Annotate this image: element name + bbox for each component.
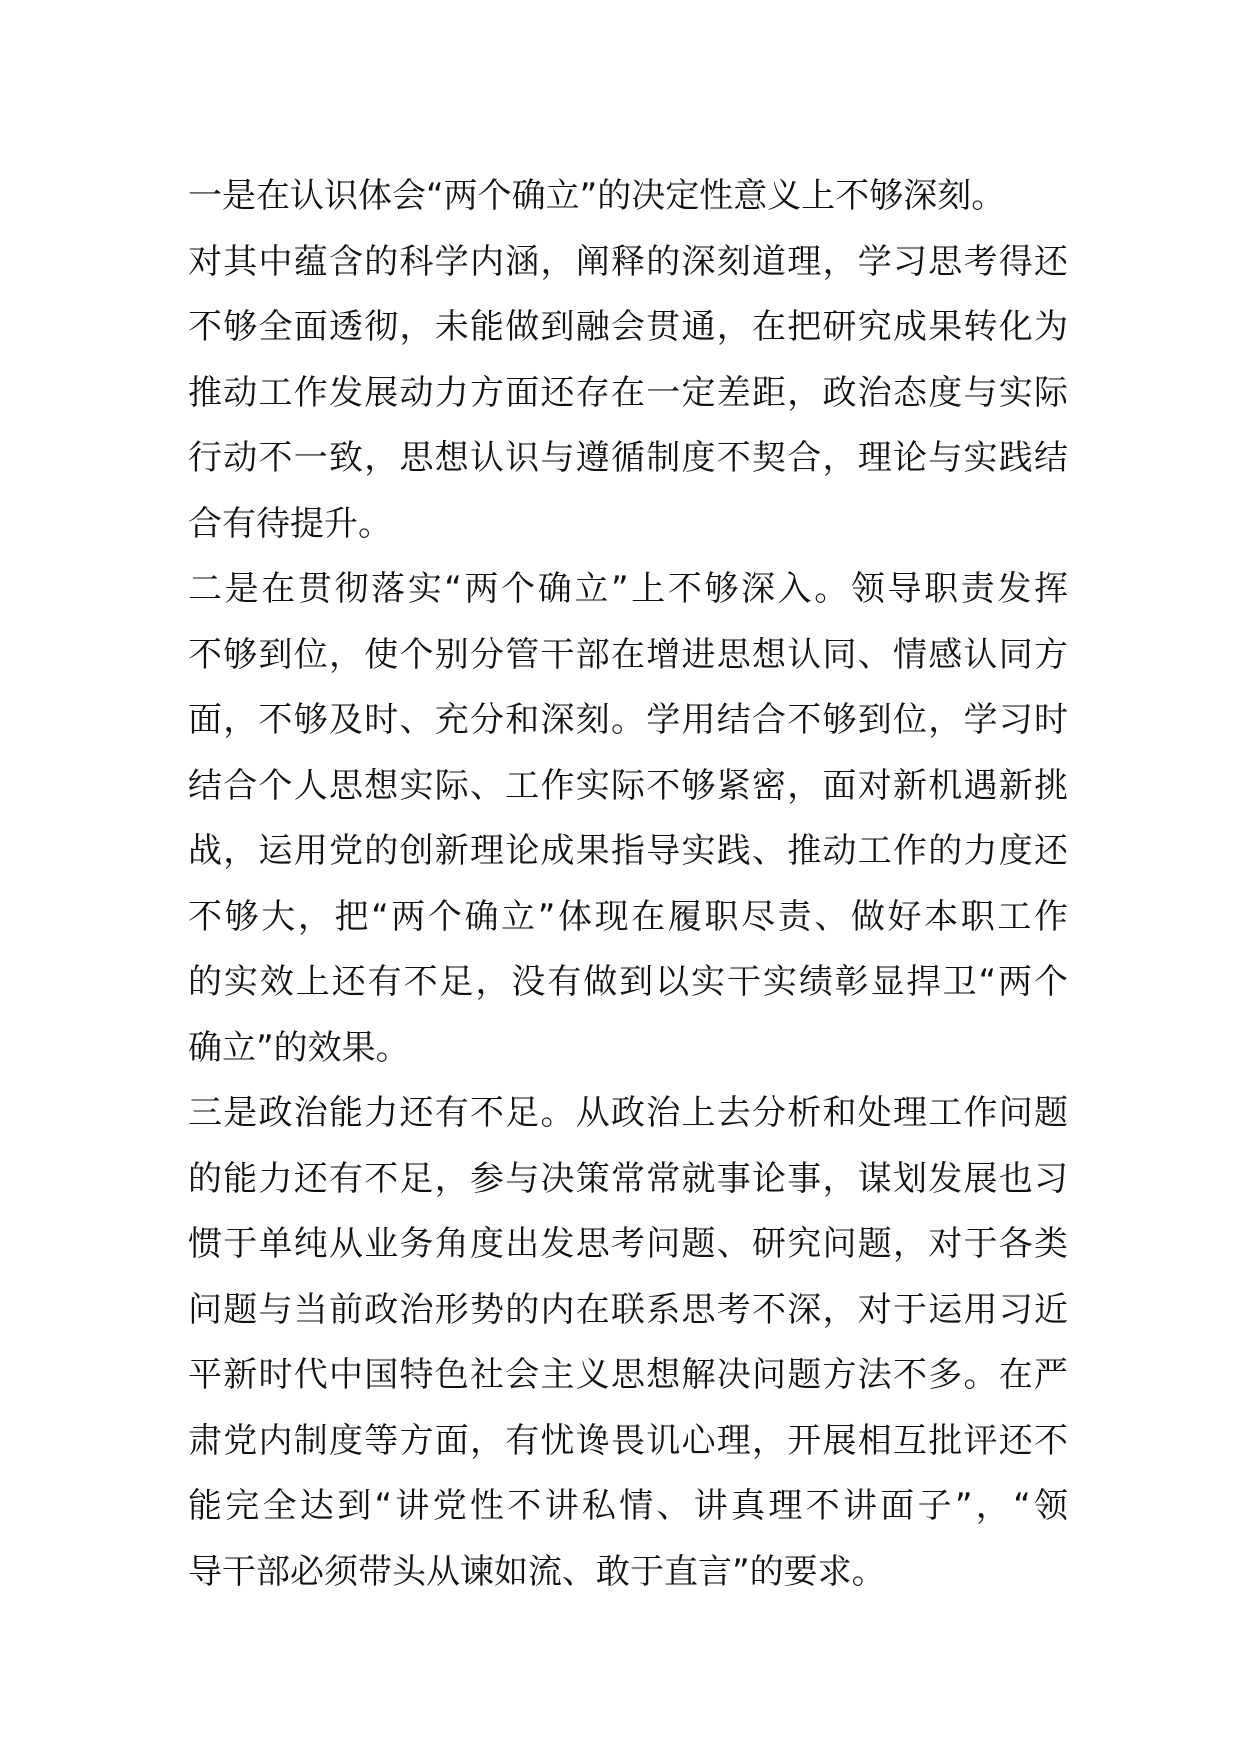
text-line: 结合个人思想实际、工作实际不够紧密，面对新机遇新挑 [188,765,1068,806]
text-line: 推动工作发展动力方面还存在一定差距，政治态度与实际 [188,372,1068,413]
text-line: 面，不够及时、充分和深刻。学用结合不够到位，学习时 [188,700,1068,740]
text-line: 不够全面透彻，未能做到融会贯通，在把研究成果转化为 [188,307,1068,347]
text-line: 对其中蕴含的科学内涵，阐释的深刻道理，学习思考得还 [188,241,1068,282]
text-line: 导干部必须带头从谏如流、敢于直言”的要求。 [188,1551,886,1592]
text-line: 确立”的效果。 [188,1027,410,1068]
text-line: 的能力还有不足，参与决策常常就事论事，谋划发展也习 [188,1158,1068,1199]
text-line: 的实效上还有不足，没有做到以实干实绩彰显捍卫“两个 [188,962,1068,1002]
text-line: 不够到位，使个别分管干部在增进思想认同、情感认同方 [188,634,1068,675]
paragraph-1-heading-line: 一是在认识体会“两个确立”的决定性意义上不够深刻。 [188,176,1006,216]
text-line: 行动不一致，思想认识与遵循制度不契合，理论与实践结 [188,438,1068,478]
document-body [188,164,1068,1605]
paragraph-3-heading-line: 三是政治能力还有不足。从政治上去分析和处理工作问题 [188,1093,1068,1133]
text-line: 惯于单纯从业务角度出发思考问题、研究问题，对于各类 [188,1224,1068,1264]
text-line: 平新时代中国特色社会主义思想解决问题方法不多。在严 [188,1355,1068,1395]
text-line: 能完全达到“讲党性不讲私情、讲真理不讲面子”，“领 [188,1486,1068,1526]
text-line: 肃党内制度等方面，有忧谗畏讥心理，开展相互批评还不 [188,1420,1068,1461]
text-line: 不够大，把“两个确立”体现在履职尽责、做好本职工作 [188,896,1068,937]
paragraph-2-heading-line: 二是在贯彻落实“两个确立”上不够深入。领导职责发挥 [188,569,1068,609]
text-line: 问题与当前政治形势的内在联系思考不深，对于运用习近 [188,1289,1068,1330]
text-line: 合有待提升。 [188,503,392,544]
text-line: 战，运用党的创新理论成果指导实践、推动工作的力度还 [188,831,1068,871]
